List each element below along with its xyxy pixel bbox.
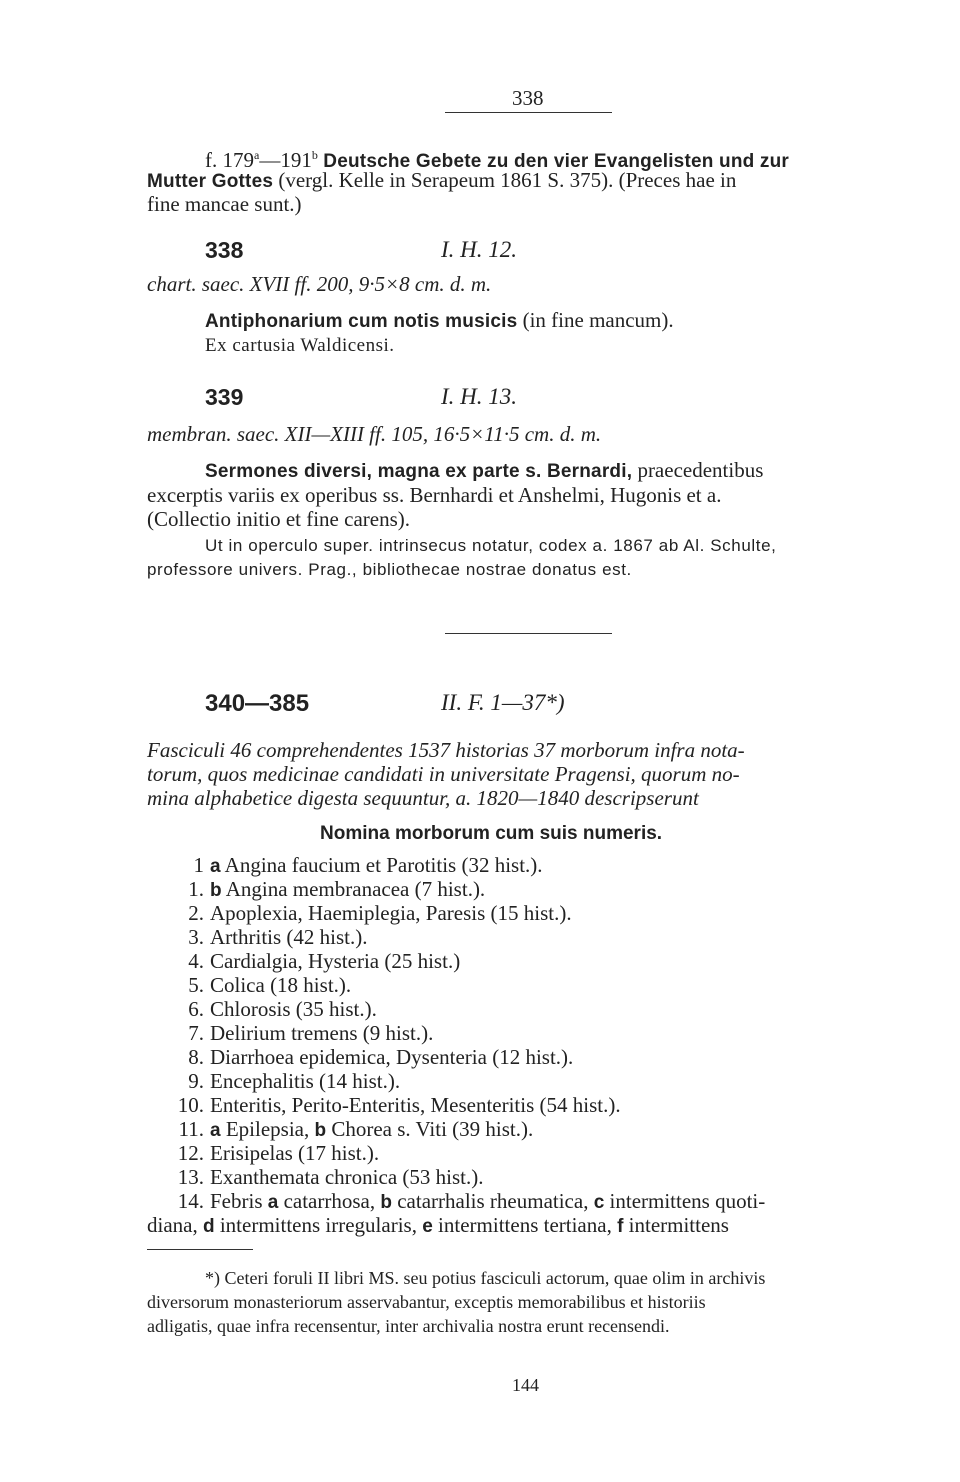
entry-note-339-line-2: professore univers. Prag., bibliothecae nostrae donatus est.	[147, 560, 632, 579]
list-item-14-line-1: 14. Febris a catarrhosa, b catarrhalis rheumatica, c intermittens quoti-	[177, 1189, 766, 1213]
entry-text-339-line-2: excerptis variis ex operibus ss. Bernhardi et Anshelmi, Hugonis et a.	[147, 483, 722, 507]
list-item: 13. Exanthemata chronica (53 hist.).	[177, 1165, 484, 1189]
page-number-bottom: 144	[512, 1375, 539, 1395]
entry-signature-338: I. H. 12.	[441, 237, 518, 262]
entry-title-338: Antiphonarium cum notis musicis (in fine mancum).	[205, 308, 674, 332]
list-item: 11. a Epilepsia, b Chorea s. Viti (39 hist.).	[178, 1117, 534, 1141]
entry-description-340-line-3: mina alphabetice digesta sequuntur, a. 1820—1840 descripserunt	[147, 786, 699, 810]
entry-number-339: 339	[205, 384, 244, 410]
list-item: 6. Chlorosis (35 hist.).	[188, 997, 377, 1021]
entry-note-339-line-1: Ut in operculo super. intrinsecus notatur, codex a. 1867 ab Al. Schulte,	[205, 536, 777, 555]
entry-number-338: 338	[205, 237, 244, 263]
list-item: 3. Arthritis (42 hist.).	[188, 925, 368, 949]
intro-line-3: fine mancae sunt.)	[147, 192, 302, 216]
list-item: 4. Cardialgia, Hysteria (25 hist.)	[188, 949, 461, 973]
list-item: 9. Encephalitis (14 hist.).	[188, 1069, 401, 1093]
entry-provenance-338: Ex cartusia Waldicensi.	[205, 335, 395, 356]
entry-title-339: Sermones diversi, magna ex parte s. Bernardi, praecedentibus	[205, 458, 764, 482]
header-rule	[445, 112, 612, 113]
entry-description-338: chart. saec. XVII ff. 200, 9·5×8 cm. d. m.	[147, 272, 492, 296]
list-item: 5. Colica (18 hist.).	[188, 973, 352, 997]
entry-signature-340-385: II. F. 1—37*)	[441, 690, 565, 715]
list-item: 2. Apoplexia, Haemiplegia, Paresis (15 hist.).	[188, 901, 572, 925]
list-item: 7. Delirium tremens (9 hist.).	[188, 1021, 434, 1045]
list-item: 12. Erisipelas (17 hist.).	[177, 1141, 380, 1165]
entry-number-340-385: 340—385	[205, 690, 310, 717]
intro-line-1: f. 179$^a$—191$^b$ Deutsche Gebete zu den vier Evangelisten und zur	[205, 148, 790, 172]
entry-description-340-line-1: Fasciculi 46 comprehendentes 1537 historias 37 morborum infra nota-	[147, 738, 745, 762]
footnote-line-3: adligatis, quae infra recensentur, inter archivalia nostra erunt recensendi.	[147, 1316, 670, 1336]
list-item: 1 a Angina faucium et Parotitis (32 hist.).	[193, 853, 543, 877]
entry-description-339: membran. saec. XII—XIII ff. 105, 16·5×11·5 cm. d. m.	[147, 422, 602, 446]
footnote-line-1: *) Ceteri foruli II libri MS. seu potius fasciculi actorum, quae olim in archivis	[205, 1268, 766, 1288]
disease-list-heading: Nomina morborum cum suis numeris.	[320, 823, 663, 844]
entry-signature-339: I. H. 13.	[441, 384, 518, 409]
footnote-rule	[147, 1249, 253, 1250]
intro-line-2: Mutter Gottes (vergl. Kelle in Serapeum 1861 S. 375). (Preces hae in	[147, 168, 737, 192]
list-item-14-line-2: diana, d intermittens irregularis, e intermittens tertiana, f intermittens	[147, 1213, 729, 1237]
section-divider	[445, 633, 612, 634]
list-item: 8. Diarrhoea epidemica, Dysenteria (12 hist.).	[188, 1045, 574, 1069]
entry-description-340-line-2: torum, quos medicinae candidati in universitate Pragensi, quorum no-	[147, 762, 740, 786]
list-item: 1. b Angina membranacea (7 hist.).	[188, 877, 486, 901]
footnote-line-2: diversorum monasteriorum asservabantur, exceptis memorabilibus et historiis	[147, 1292, 706, 1312]
list-item: 10. Enteritis, Perito-Enteritis, Mesenteritis (54 hist.).	[177, 1093, 621, 1117]
page-number-top: 338	[512, 86, 544, 110]
entry-text-339-line-3: (Collectio initio et fine carens).	[147, 507, 410, 531]
